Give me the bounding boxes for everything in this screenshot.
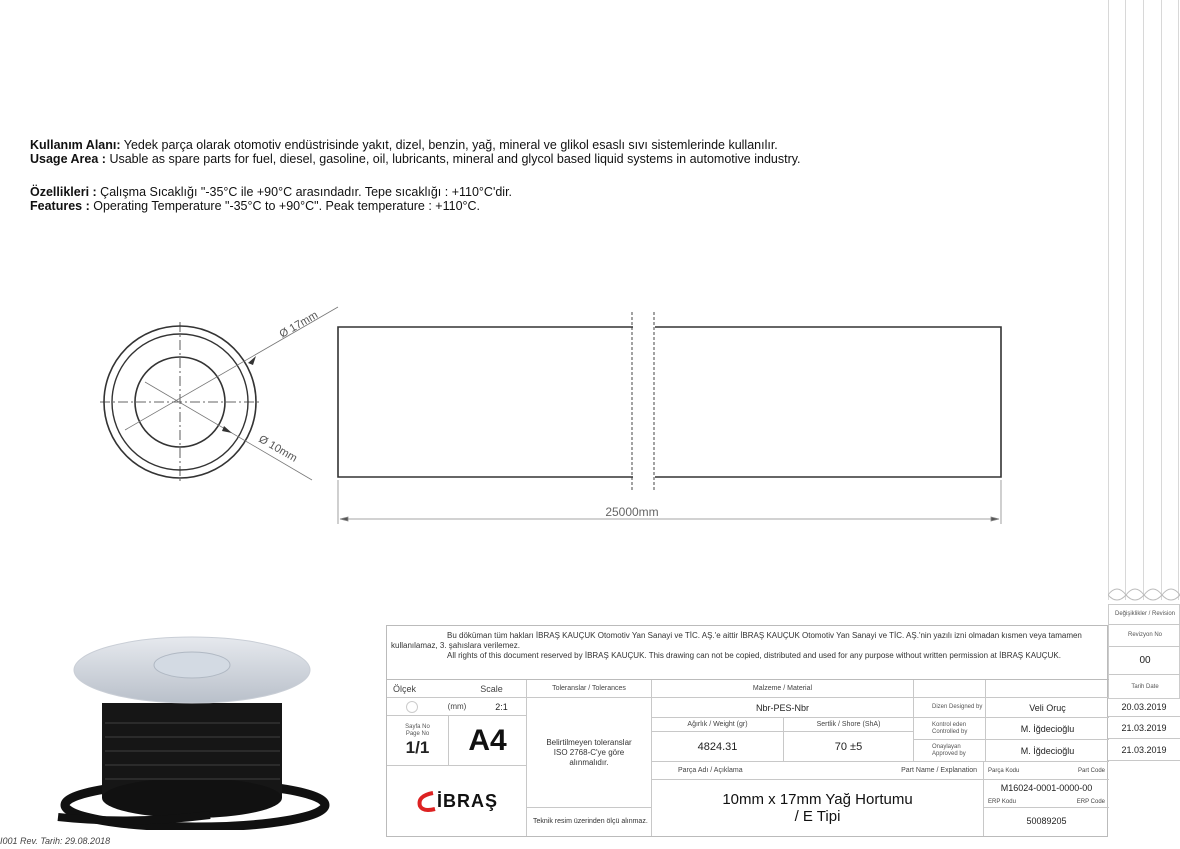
material-label: Malzeme / Material (652, 680, 914, 698)
scale-value: 2:1 (477, 698, 527, 716)
revision-changes-label: Değişiklikler / Revision (1109, 605, 1180, 625)
form-revision: I001 Rev. Tarih: 29.08.2018 (0, 836, 111, 846)
erp-code-tr-label: ERP Kodu (988, 798, 1016, 805)
side-view (338, 312, 1001, 492)
weight-value: 4824.31 (652, 732, 784, 762)
erp-code-en-label: ERP Code (1076, 798, 1105, 805)
inner-diameter-label: Ø 10mm (256, 433, 300, 465)
projection-icon (406, 701, 418, 713)
features-tr-text: Çalışma Sıcaklığı "-35°C ile +90°C arasındadır. Tepe sıcaklığı : +110°C'dir. (96, 185, 513, 199)
scale-en-label: Scale (457, 680, 527, 698)
length-label: 25000mm (605, 505, 659, 519)
frame-line (1143, 0, 1144, 600)
part-code-tr-label: Parça Kodu (988, 767, 1020, 774)
scale-tr-label: Ölçek (387, 680, 457, 698)
page-block (387, 716, 449, 766)
erp-code-labels (984, 796, 1109, 808)
logo-swoosh-icon (415, 790, 437, 812)
cross-section-view (100, 307, 338, 482)
paper-size: A4 (449, 716, 527, 766)
part-name-line1: 10mm x 17mm Yağ Hortumu (722, 791, 913, 808)
usage-en-label: Usage Area : (30, 152, 106, 166)
drawing-note: Teknik resim üzerinden ölçü alınmaz. (527, 808, 652, 836)
frame-line (1178, 0, 1179, 600)
checked-date: 21.03.2019 (1108, 717, 1180, 739)
frame-line (1108, 0, 1109, 600)
features-en-label: Features : (30, 199, 90, 213)
usage-tr-text: Yedek parça olarak otomotiv endüstrisinde yakıt, dizel, benzin, yağ, mineral ve glikol esaslı sıvı sistemlerinde kullanılır. (120, 138, 778, 152)
part-name-en-label: Part Name / Explanation (901, 767, 977, 774)
material-value: Nbr-PES-Nbr (652, 698, 914, 718)
hose-reel-image (50, 625, 340, 830)
erp-code: 50089205 (1026, 816, 1067, 826)
usage-en-text: Usable as spare parts for fuel, diesel, gasoline, oil, lubricants, mineral and glycol based liquid systems in automotive industry. (105, 152, 801, 166)
hose-drawing (0, 290, 1020, 530)
designed-label: Dizen Designed by (914, 698, 986, 718)
revision-block (1108, 604, 1180, 699)
approved-label: Onaylayan Approved by (914, 740, 986, 762)
length-dimension (338, 480, 1001, 524)
usage-tr (30, 138, 778, 152)
approved-date: 21.03.2019 (1108, 739, 1180, 761)
company-logo (387, 766, 527, 836)
copyright-notice (391, 631, 1091, 681)
features-tr-label: Özellikleri : (30, 185, 97, 199)
copyright-notice-en: All rights of this document reserved by İBRAŞ KAUÇUK. This drawing can not be copied, distributed and used for any purpose without written permission at İBRAŞ KAUÇUK. (447, 651, 1061, 660)
part-name-tr-label: Parça Adı / Açıklama (678, 767, 743, 774)
part-code: M16024-0001-0000-00 (1000, 783, 1093, 793)
checked-label: Kontrol eden Controlled by (914, 718, 986, 740)
part-name-labels (652, 762, 984, 780)
revision-date-label: Tarih Date (1131, 683, 1159, 690)
part-name (652, 780, 984, 836)
page-value: 1/1 (405, 737, 430, 757)
features-en-text: Operating Temperature "-35°C to +90°C". Peak temperature : +110°C. (89, 199, 481, 213)
shore-value: 70 ±5 (784, 732, 914, 762)
part-code-en-label: Part Code (1077, 767, 1105, 774)
approved-by: M. İğdecioğlu (986, 740, 1109, 762)
features-en (30, 199, 480, 213)
frame-line (1125, 0, 1126, 600)
sig-header-blank-2 (986, 680, 1109, 698)
features-tr (30, 185, 512, 199)
shore-label: Sertlik / Shore (ShA) (784, 718, 914, 732)
revision-no-label: Revizyon No (1109, 625, 1180, 647)
frame-line (1161, 0, 1162, 600)
revision-markers (1108, 585, 1180, 605)
outer-diameter-label: Ø 17mm (277, 309, 321, 341)
weight-label: Ağırlık / Weight (gr) (652, 718, 784, 732)
revision-no-value: 00 (1109, 647, 1180, 675)
usage-tr-label: Kullanım Alanı: (30, 138, 121, 152)
unit-label: (mm) (437, 698, 477, 716)
title-block (386, 625, 1108, 837)
part-code-labels (984, 762, 1109, 780)
part-name-line2: / E Tipi (794, 808, 841, 825)
page-label: Sayfa No Page No (405, 723, 430, 737)
designed-date: 20.03.2019 (1108, 697, 1180, 717)
usage-en (30, 152, 801, 166)
tolerances-label: Toleranslar / Tolerances (527, 680, 652, 698)
sig-header-blank (914, 680, 986, 698)
checked-by: M. İğdecioğlu (986, 718, 1109, 740)
designed-by: Veli Oruç (986, 698, 1109, 718)
projection-symbol (387, 698, 437, 716)
company-name: İBRAŞ (436, 790, 498, 811)
tolerances-text: Belirtilmeyen toleranslar ISO 2768-C'ye göre alınmalıdır. (527, 698, 652, 808)
copyright-notice-tr: Bu döküman tüm hakları İBRAŞ KAUÇUK Otomotiv Yan Sanayi ve TİC. AŞ.'e aittir İBRAŞ KAUÇUK Otomotiv Yan Sanayi ve TİC. AŞ.'nin yazılı izni olmadan kısmen veya tamamen kullanılamaz, 3. şahıslara verilemez. (391, 631, 1082, 650)
